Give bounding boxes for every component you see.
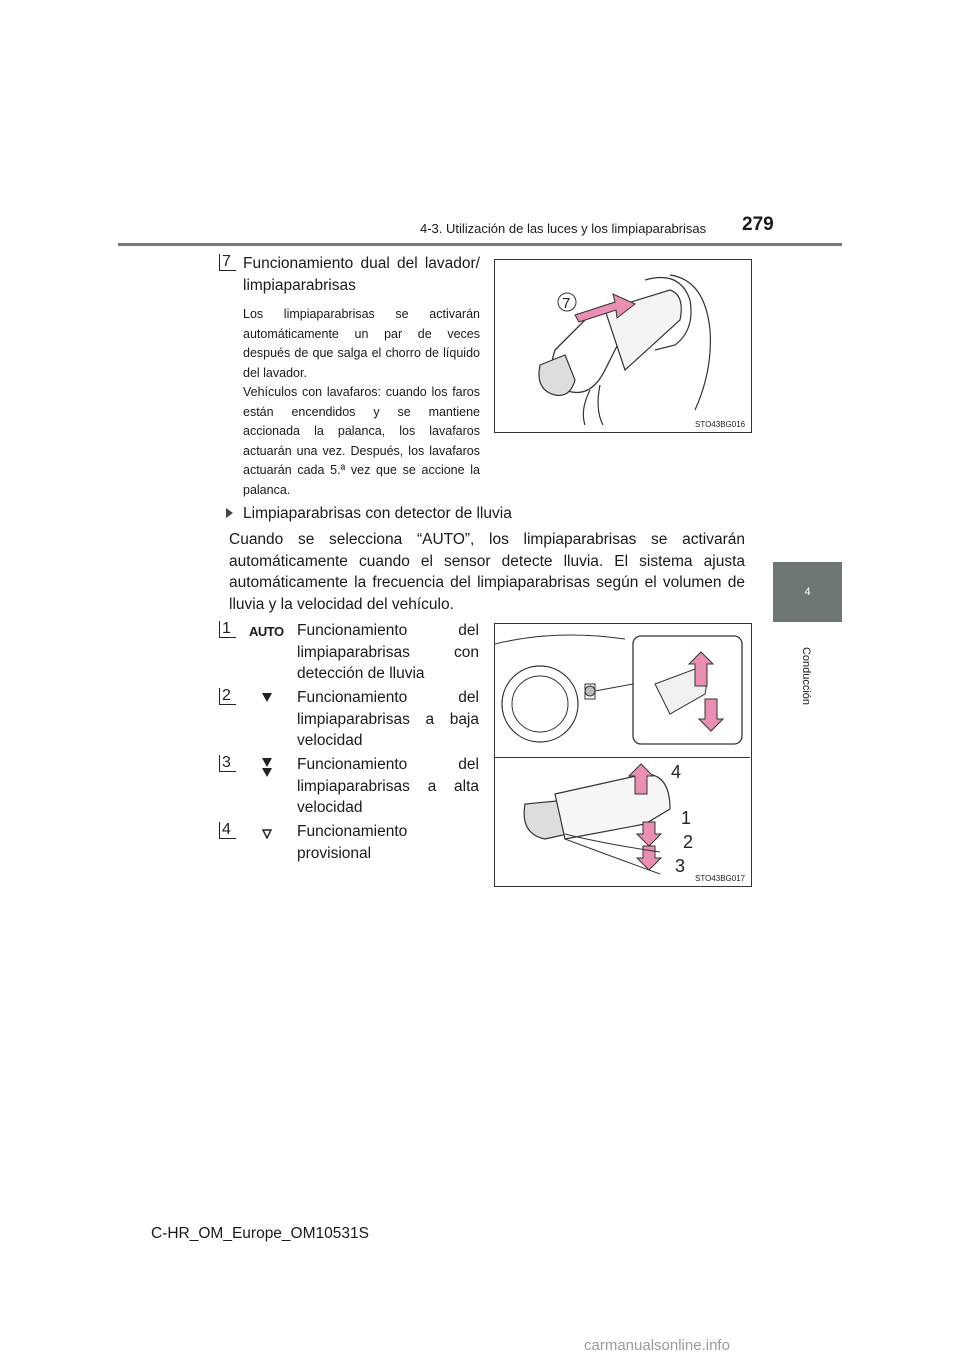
footer-doc-id: C-HR_OM_Europe_OM10531S bbox=[151, 1225, 369, 1242]
double-triangle-icon bbox=[262, 758, 272, 778]
item-badge-7: 7 bbox=[219, 254, 236, 271]
single-triangle-icon bbox=[262, 693, 272, 703]
item-7-para2: Vehículos con lavafaros: cuando los faros están encendidos y se mantiene accionada la palanca, los lavafaros actuarán una vez. Después, los lavafaros actuarán cada 5.ª vez que se accione la palanca. bbox=[243, 385, 480, 497]
chapter-tab: 4 bbox=[773, 562, 842, 622]
outline-triangle-icon bbox=[262, 829, 272, 839]
figure-callout-2: 2 bbox=[683, 832, 694, 852]
section-arrow-icon bbox=[226, 508, 233, 518]
figure-divider bbox=[494, 757, 750, 758]
figure-code-2: STO43BG017 bbox=[695, 874, 746, 883]
legend-badge-1: 1 bbox=[219, 621, 236, 638]
legend-text-3: Funcionamiento del limpiaparabrisas a alta velocidad bbox=[297, 756, 479, 816]
figure-callout-4: 4 bbox=[671, 762, 682, 782]
header-rule bbox=[118, 243, 842, 246]
chapter-side-label bbox=[796, 632, 810, 722]
legend-badge-2: 2 bbox=[219, 688, 236, 705]
auto-symbol: AUTO bbox=[249, 624, 284, 639]
chapter-name: Conducción bbox=[800, 646, 812, 706]
legend-text-4: Funcionamiento provisional bbox=[297, 823, 408, 862]
legend-text-2: Funcionamiento del limpiaparabrisas a baja velocidad bbox=[297, 689, 479, 749]
figure-callout-3: 3 bbox=[675, 856, 686, 876]
legend-text-1: Funcionamiento del limpiaparabrisas con detección de lluvia bbox=[297, 622, 479, 682]
wash-lever-illustration bbox=[495, 260, 751, 432]
rain-sensor-illustration bbox=[495, 624, 751, 886]
figure-rain-sensor bbox=[494, 623, 752, 887]
legend-badge-4: 4 bbox=[219, 822, 236, 839]
figure-callout-7: 7 bbox=[562, 295, 571, 312]
item-7-title: Funcionamiento dual del lavador/ limpiaparabrisas bbox=[243, 255, 480, 294]
figure-code-1: STO43BG016 bbox=[695, 420, 746, 429]
figure-callout-1: 1 bbox=[681, 808, 692, 828]
item-7-para1: Los limpiaparabrisas se activarán automáticamente un par de veces después de que salga el chorro de líquido del lavador. bbox=[243, 307, 480, 380]
page-number: 279 bbox=[742, 214, 774, 235]
legend-badge-3: 3 bbox=[219, 755, 236, 772]
header-title: 4-3. Utilización de las luces y los limpiaparabrisas bbox=[420, 221, 707, 236]
watermark: carmanualsonline.info bbox=[584, 1337, 730, 1354]
section-heading: Limpiaparabrisas con detector de lluvia bbox=[243, 505, 512, 522]
figure-wash-lever bbox=[494, 259, 752, 433]
section-body: Cuando se selecciona “AUTO”, los limpiaparabrisas se activarán automáticamente cuando el sensor detecte lluvia. El sistema ajusta automáticamente la frecuencia del limpiaparabrisas según el volumen de lluvia y la velocidad del vehículo. bbox=[229, 531, 745, 613]
